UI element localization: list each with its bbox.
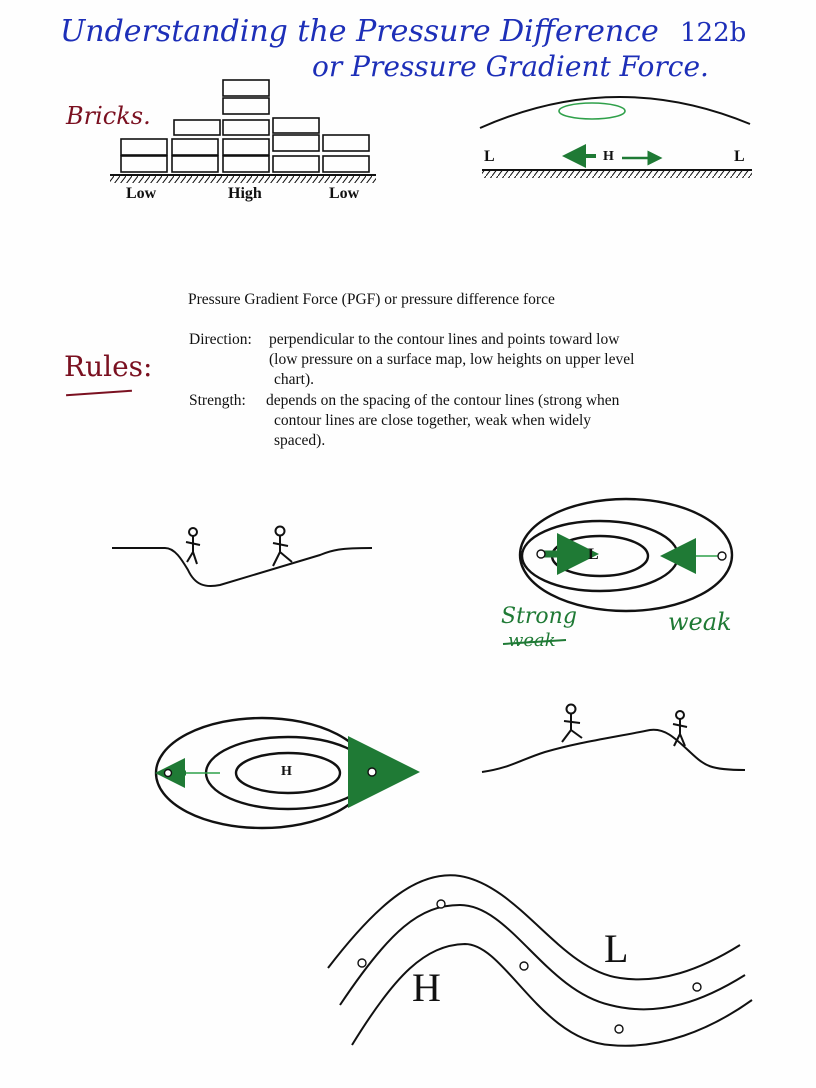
bricks-ground-hatch [110, 176, 376, 183]
brick-stack [121, 80, 369, 172]
strength-line-2: contour lines are close together, weak when widely [274, 412, 592, 429]
wave-points [358, 900, 701, 1033]
high-strong-point [368, 768, 376, 776]
rules-label: Rules: [64, 350, 153, 383]
weak-label: weak [668, 608, 732, 636]
bricks-low-right: Low [329, 185, 360, 202]
struck-weak-label: weak [508, 630, 556, 651]
hill-profile [482, 730, 745, 772]
high-weak-point [165, 770, 172, 777]
page-title: Understanding the Pressure Difference [60, 14, 659, 49]
hill-walker-steep [673, 711, 687, 746]
bricks-high: High [228, 185, 262, 202]
pgf-heading: Pressure Gradient Force (PGF) or pressure difference force [188, 291, 555, 308]
wave-contours [328, 875, 752, 1046]
dome-green-oval [559, 103, 625, 119]
direction-line-2: (low pressure on a surface map, low heights on upper level [269, 351, 635, 368]
direction-line-3: chart). [274, 371, 315, 388]
dome-center-label: H [603, 149, 614, 164]
hill-walker-gentle [562, 705, 582, 743]
valley-profile [112, 548, 372, 586]
bricks-low-left: Low [126, 185, 157, 202]
dome-right-label: L [734, 148, 745, 165]
strength-line-3: spaced). [274, 432, 326, 449]
strength-line-1: depends on the spacing of the contour lines (strong when [266, 392, 620, 409]
strong-point [537, 550, 545, 558]
valley-walker-steep [186, 528, 200, 564]
strength-term: Strength: [189, 392, 246, 409]
dome-curve [480, 97, 750, 128]
dome-left-label: L [484, 148, 495, 165]
page-number: 122b [680, 18, 747, 48]
wave-high-label: H [412, 965, 441, 1010]
dome-ground-hatch [482, 171, 752, 178]
page-subtitle: or Pressure Gradient Force. [312, 50, 709, 83]
direction-line-1: perpendicular to the contour lines and points toward low [269, 331, 620, 348]
high-center-label: H [281, 764, 292, 779]
low-center-label: L [588, 546, 599, 563]
valley-walker-gentle [273, 527, 292, 567]
strong-label: Strong [501, 604, 577, 629]
weak-point [718, 552, 726, 560]
bricks-label: Bricks. [66, 102, 151, 130]
wave-low-label: L [604, 926, 629, 971]
direction-term: Direction: [189, 331, 252, 348]
